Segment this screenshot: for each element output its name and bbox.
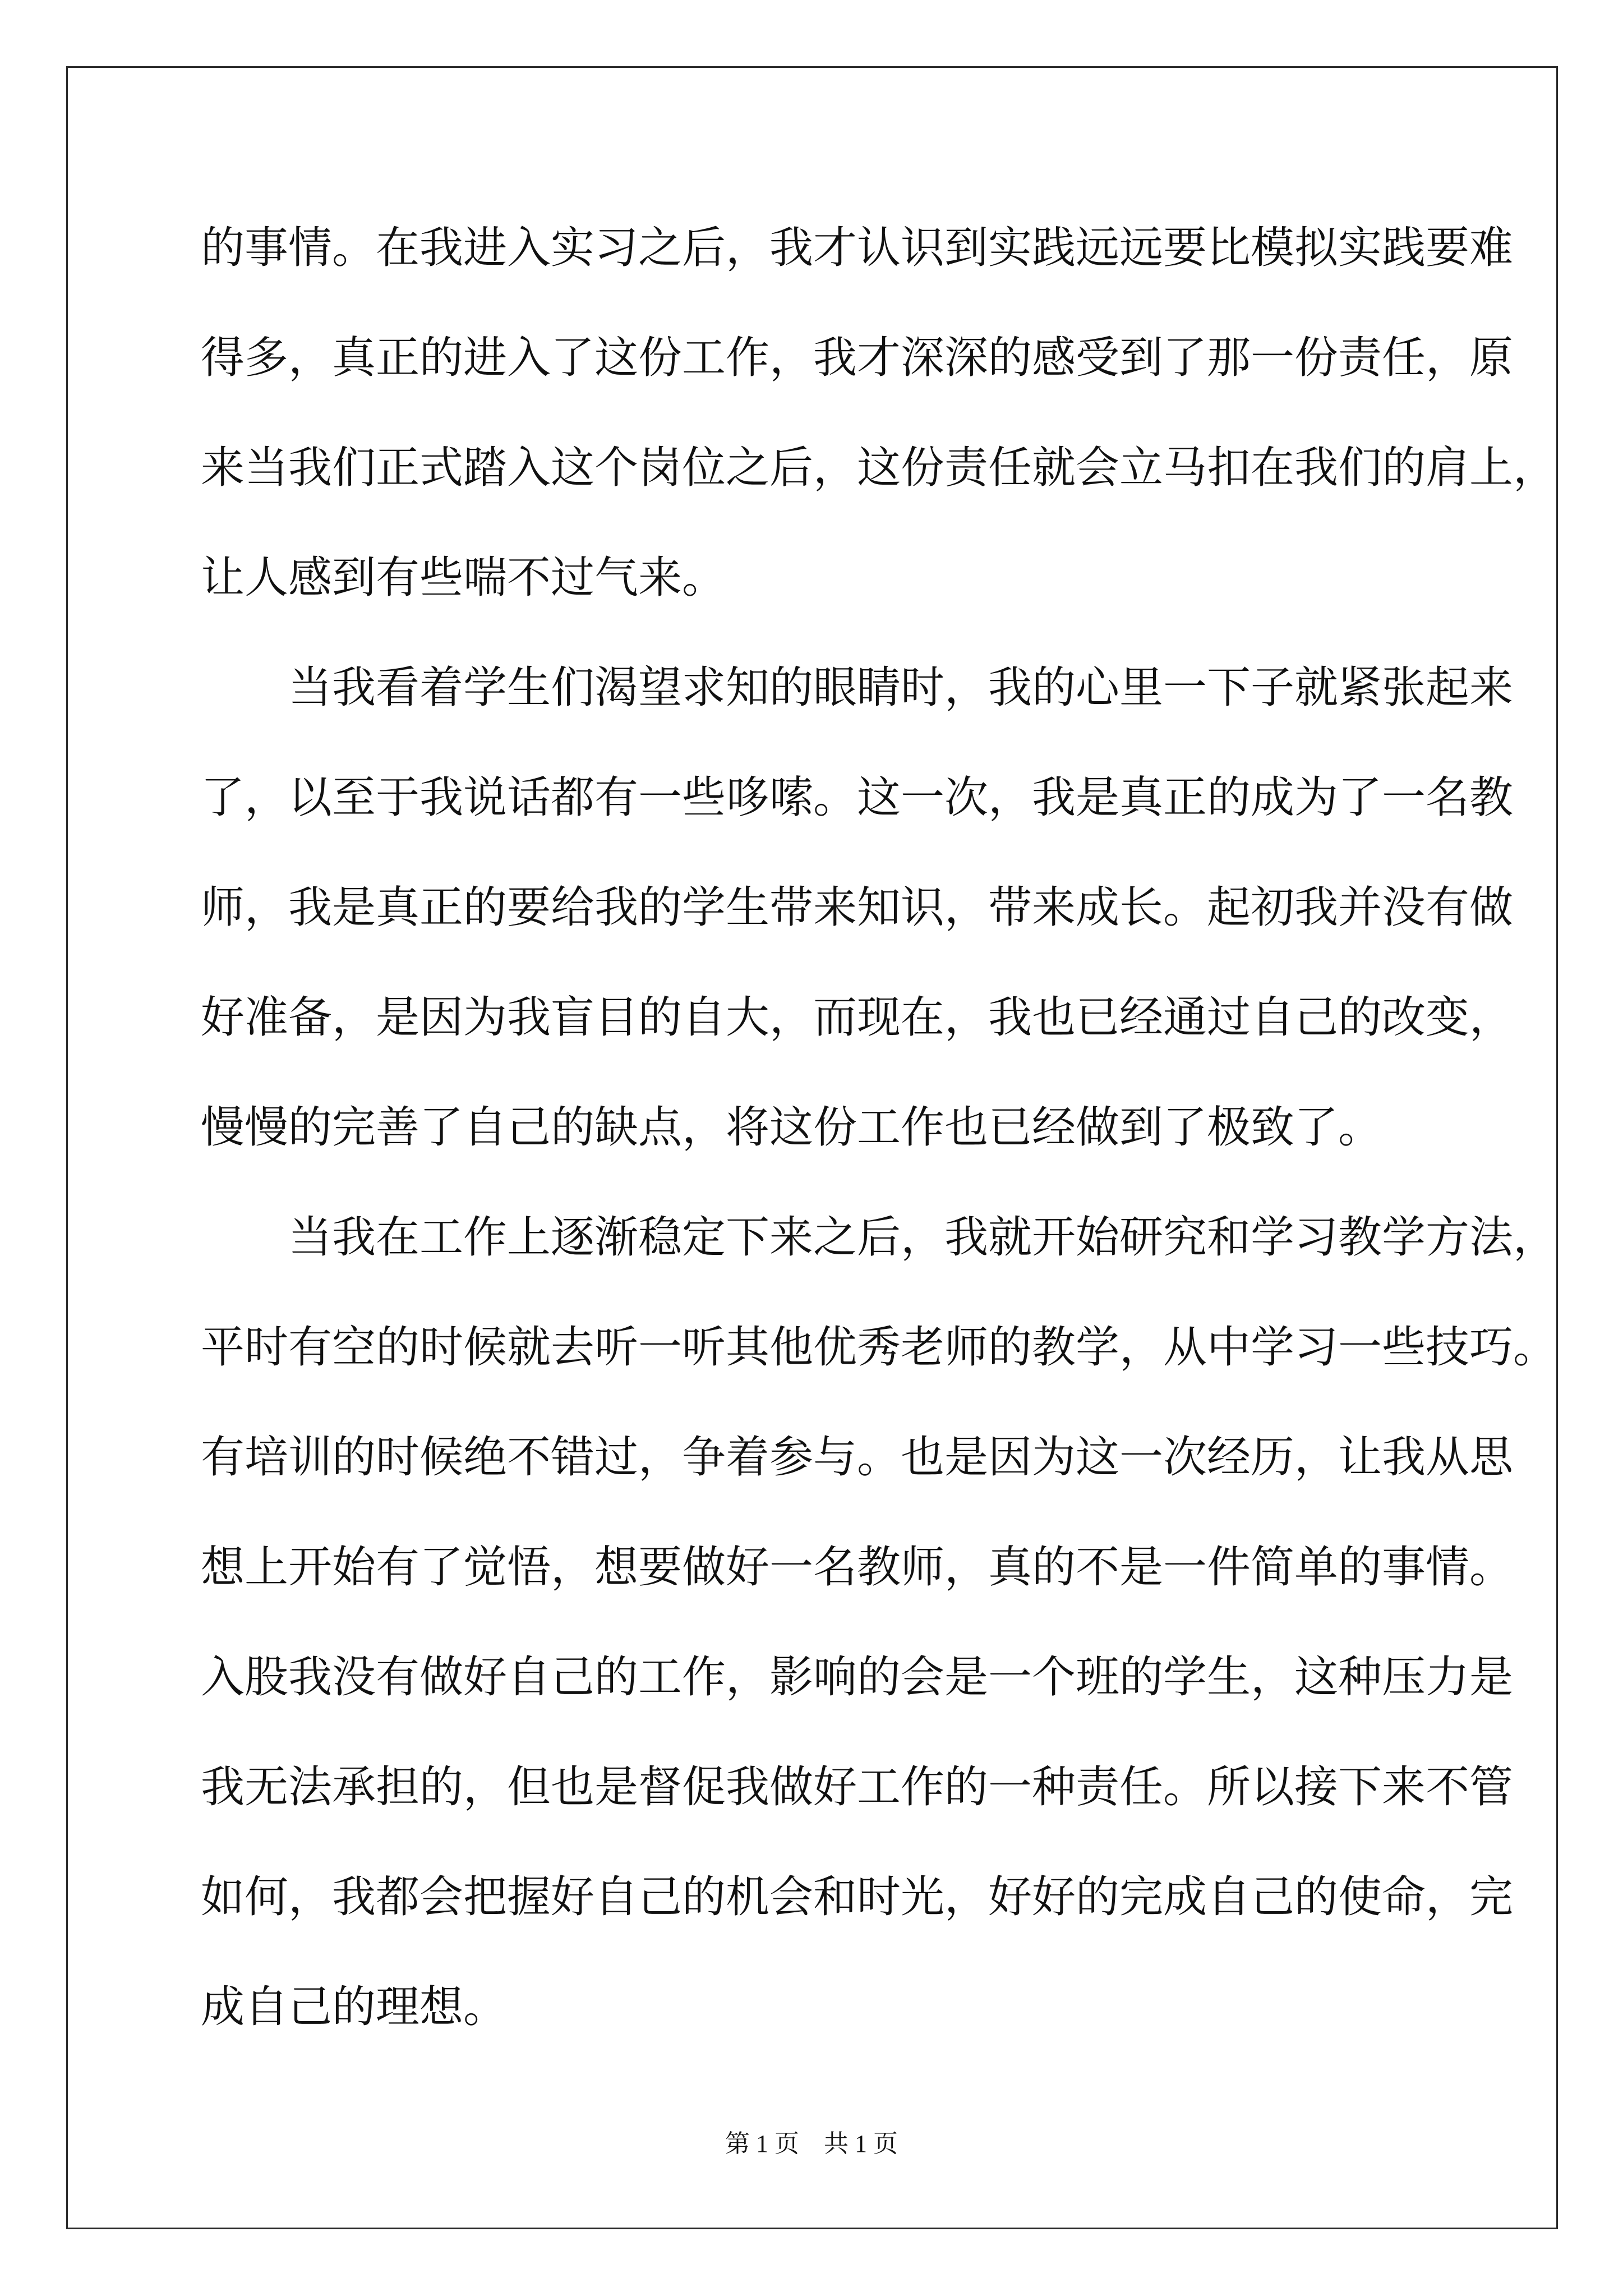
text-line: 当我看着学生们渴望求知的眼睛时，我的心里一下子就紧张起来: [288, 662, 1514, 713]
document-body: [201, 214, 1557, 2083]
text-line: 来当我们正式踏入这个岗位之后，这份责任就会立马扣在我们的肩上，: [201, 443, 1557, 493]
text-line: 平时有空的时候就去听一听其他优秀老师的教学，从中学习一些技巧。: [201, 1322, 1557, 1373]
page-total: 共 1 页: [824, 2130, 898, 2157]
text-line: 当我在工作上逐渐稳定下来之后，我就开始研究和学习教学方法，: [288, 1212, 1557, 1263]
text-line: 成自己的理想。: [201, 1982, 508, 2032]
text-line: 如何，我都会把握好自己的机会和时光，好好的完成自己的使命，完: [201, 1872, 1514, 1922]
text-line: 有培训的时候绝不错过，争着参与。也是因为这一次经历，让我从思: [201, 1432, 1514, 1483]
page-footer: [0, 2127, 1623, 2161]
text-line: 想上开始有了觉悟，想要做好一名教师，真的不是一件简单的事情。: [201, 1542, 1514, 1593]
text-line: 我无法承担的，但也是督促我做好工作的一种责任。所以接下来不管: [201, 1762, 1514, 1812]
text-line: 了，以至于我说话都有一些哆嗦。这一次，我是真正的成为了一名教: [201, 772, 1514, 823]
page-number: 第 1 页: [725, 2130, 799, 2157]
text-line: 师，我是真正的要给我的学生带来知识，带来成长。起初我并没有做: [201, 882, 1514, 933]
text-line: 的事情。在我进入实习之后，我才认识到实践远远要比模拟实践要难: [201, 223, 1514, 273]
text-line: 得多，真正的进入了这份工作，我才深深的感受到了那一份责任，原: [201, 333, 1514, 383]
text-line: 入股我没有做好自己的工作，影响的会是一个班的学生，这种压力是: [201, 1652, 1514, 1703]
text-line: 慢慢的完善了自己的缺点，将这份工作也已经做到了极致了。: [201, 1102, 1382, 1153]
text-line: 让人感到有些喘不过气来。: [201, 553, 726, 603]
text-line: 好准备，是因为我盲目的自大，而现在，我也已经通过自己的改变，: [201, 992, 1514, 1043]
